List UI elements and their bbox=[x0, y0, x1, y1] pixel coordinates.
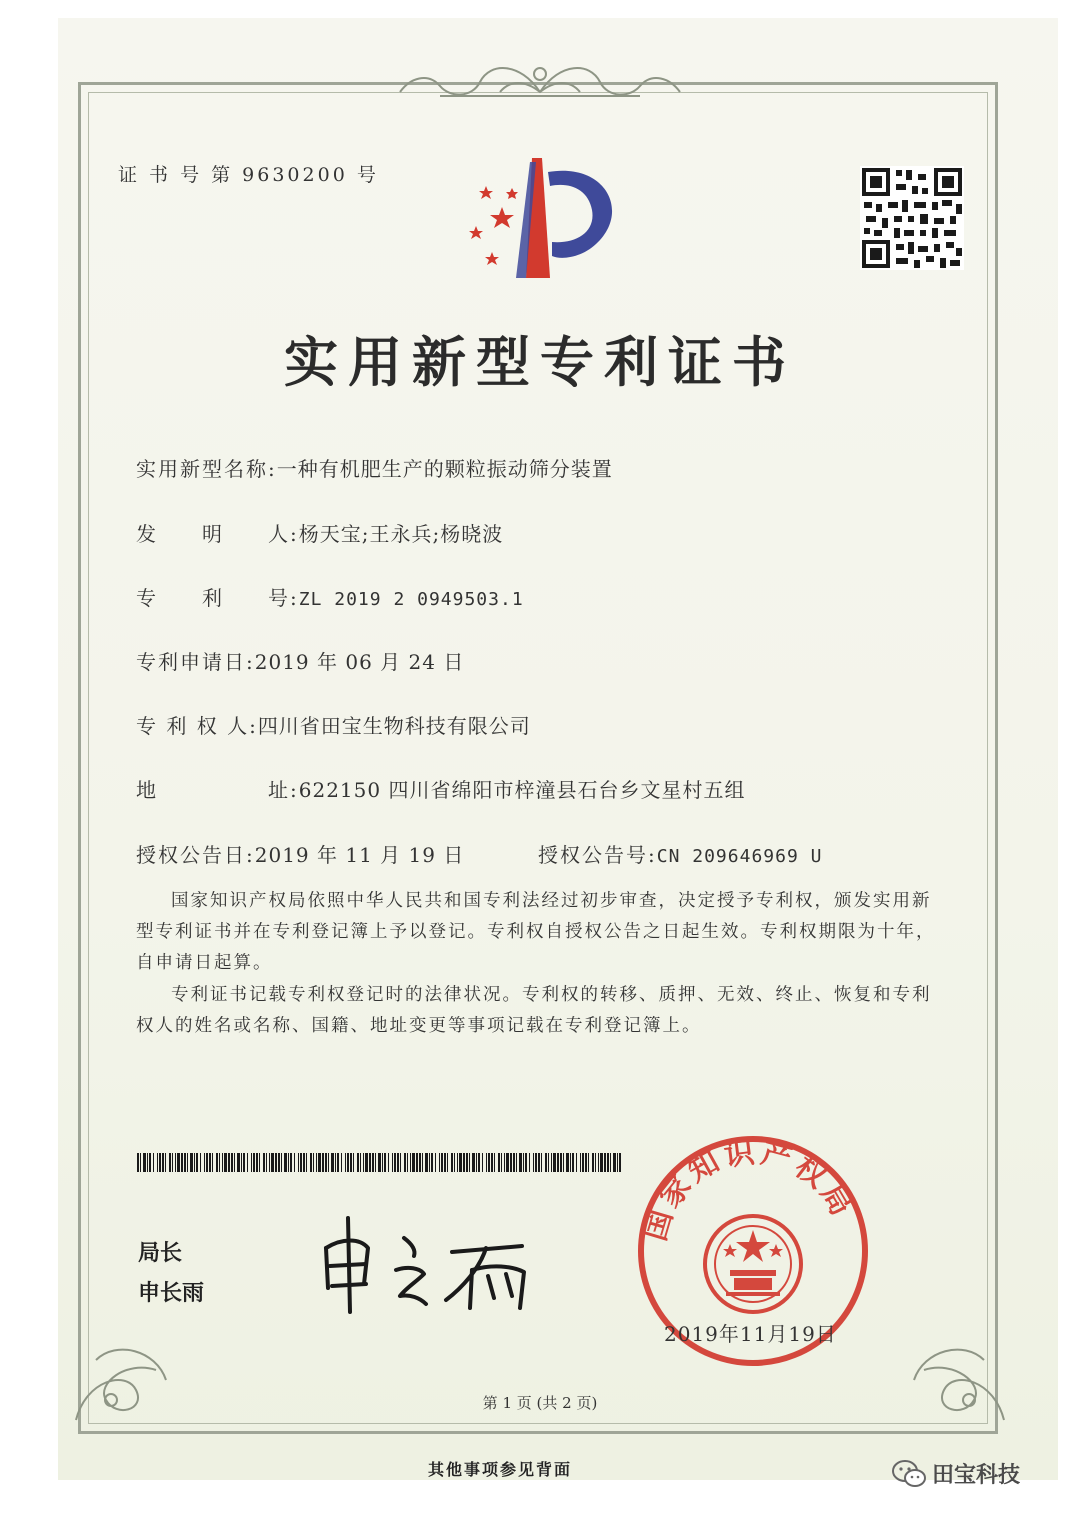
barcode-icon bbox=[137, 1153, 625, 1172]
top-ornament-icon bbox=[380, 52, 700, 108]
director-name: 申长雨 bbox=[138, 1281, 205, 1306]
field-value: 2019 年 11 月 19 日 bbox=[254, 843, 465, 867]
field-value: 一种有机肥生产的颗粒振动筛分装置 bbox=[276, 457, 613, 481]
national-emblem-icon bbox=[705, 1216, 801, 1312]
patent-office-logo-icon bbox=[456, 152, 626, 282]
field-label: 地 址: bbox=[136, 778, 299, 802]
watermark-text: 田宝科技 bbox=[932, 1463, 1021, 1488]
field-label: 专 利 号: bbox=[136, 586, 299, 610]
field-label: 专利申请日: bbox=[136, 650, 255, 674]
field-value: CN 209646969 U bbox=[656, 846, 823, 867]
field-patent-number bbox=[136, 582, 524, 611]
field-label: 发 明 人: bbox=[136, 522, 299, 546]
svg-text:国家知识产权局 bbox=[638, 1135, 861, 1245]
field-value: ZL 2019 2 0949503.1 bbox=[298, 589, 524, 610]
field-value: 四川省田宝生物科技有限公司 bbox=[257, 714, 531, 738]
field-inventors bbox=[136, 518, 503, 547]
wechat-watermark bbox=[892, 1458, 1020, 1489]
director-title: 局长 bbox=[138, 1241, 183, 1266]
field-value: 杨天宝;王永兵;杨晓波 bbox=[298, 522, 504, 546]
certificate-number: 证 书 号 第 9630200 号 bbox=[118, 164, 379, 186]
statement-paragraph-2: 专利证书记载专利权登记时的法律状况。专利权的转移、质押、无效、终止、恢复和专利权人的姓名或名称、国籍、地址变更等事项记载在专利登记簿上。 bbox=[136, 985, 932, 1036]
field-address bbox=[136, 774, 745, 803]
field-value: 622150 四川省绵阳市梓潼县石台乡文星村五组 bbox=[298, 778, 746, 802]
statement-paragraph-1: 国家知识产权局依照中华人民共和国专利法经过初步审查，决定授予专利权，颁发实用新型专利证书并在专利登记簿上予以登记。专利权自授权公告之日起生效。专利权期限为十年，自申请日起算。 bbox=[136, 891, 936, 973]
field-grant-date bbox=[136, 839, 464, 868]
field-label: 实用新型名称: bbox=[136, 457, 277, 481]
certificate-title: 实用新型专利证书 bbox=[284, 330, 796, 394]
field-label: 授权公告日: bbox=[136, 843, 255, 867]
field-patentee bbox=[136, 710, 531, 739]
back-note: 其他事项参见背面 bbox=[427, 1460, 572, 1479]
handwritten-signature bbox=[312, 1208, 552, 1318]
field-label: 授权公告号: bbox=[538, 843, 657, 867]
wechat-icon bbox=[892, 1459, 926, 1489]
page-number: 第 1 页 (共 2 页) bbox=[482, 1394, 598, 1412]
field-filing-date bbox=[136, 646, 464, 675]
seal-date: 2019年11月19日 bbox=[664, 1322, 837, 1346]
qr-code-icon bbox=[860, 166, 964, 270]
field-label: 专 利 权 人: bbox=[136, 714, 258, 738]
field-value: 2019 年 06 月 24 日 bbox=[254, 650, 465, 674]
field-utility-model-name bbox=[136, 453, 613, 482]
seal-text: 国家知识产权局 bbox=[637, 1134, 861, 1245]
field-grant-number bbox=[538, 839, 822, 868]
